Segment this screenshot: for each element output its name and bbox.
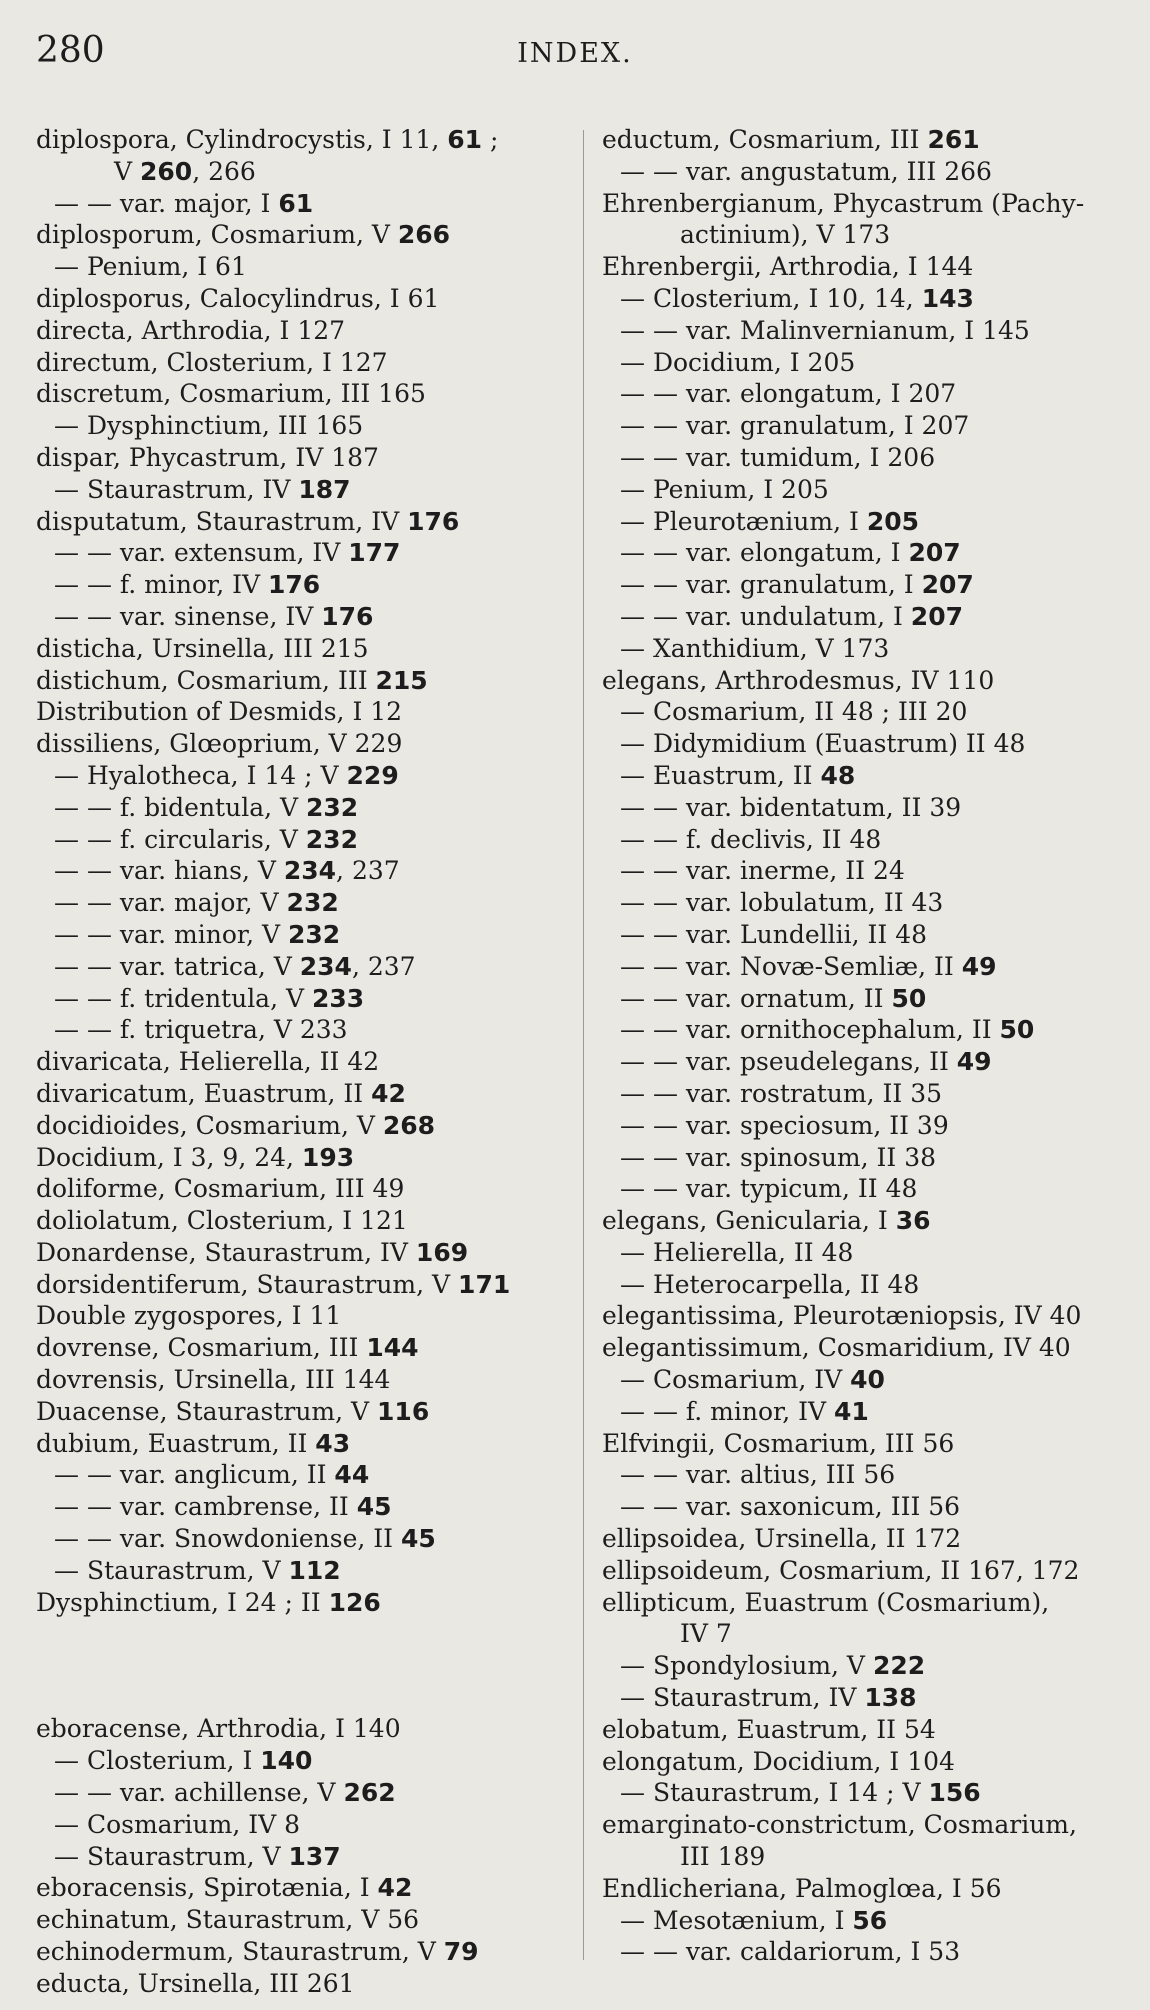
page-number: 280: [36, 30, 105, 71]
index-entry: — — var. Malinvernianum, I 145: [620, 315, 1030, 345]
bold-page-ref: 36: [895, 1206, 931, 1236]
index-entry: — — f. tridentula, V 233: [54, 983, 365, 1013]
index-entry: — Helierella, II 48: [620, 1237, 854, 1267]
left-column: [36, 124, 576, 2000]
bold-page-ref: 266: [397, 220, 451, 250]
index-entry: diplosporum, Cosmarium, V 266: [36, 220, 451, 250]
index-entry: elegans, Genicularia, I 36: [602, 1206, 931, 1236]
section-gap: [36, 1618, 576, 1713]
index-entry: V 260, 266: [114, 156, 256, 186]
index-entry: Docidium, I 3, 9, 24, 193: [36, 1142, 355, 1172]
index-entry: — — var. anglicum, II 44: [54, 1460, 370, 1490]
index-entry: elegans, Arthrodesmus, IV 110: [602, 665, 995, 695]
index-entry: — Pleurotænium, I 205: [620, 506, 920, 536]
index-entry: emarginato-constrictum, Cosmarium,: [602, 1810, 1077, 1840]
index-entry: — — var. speciosum, II 39: [620, 1110, 949, 1140]
bold-page-ref: 171: [458, 1269, 511, 1299]
index-entry: ellipsoideum, Cosmarium, II 167, 172: [602, 1555, 1080, 1585]
index-entry: Elfvingii, Cosmarium, III 56: [602, 1428, 955, 1458]
index-entry: elobatum, Euastrum, II 54: [602, 1714, 936, 1744]
bold-page-ref: 261: [927, 125, 980, 154]
bold-page-ref: 156: [928, 1778, 981, 1808]
index-entry: dovrensis, Ursinella, III 144: [36, 1365, 391, 1395]
bold-page-ref: 232: [287, 919, 341, 949]
index-entry: — — var. extensum, IV 177: [54, 538, 401, 568]
index-entry: docidioides, Cosmarium, V 268: [36, 1110, 436, 1140]
index-entry: — — var. undulatum, I 207: [620, 601, 963, 631]
index-entry: — Docidium, I 205: [620, 347, 856, 377]
index-entry: actinium), V 173: [680, 220, 891, 250]
index-entry: — Cosmarium, IV 40: [620, 1365, 885, 1395]
bold-page-ref: 44: [334, 1460, 370, 1490]
index-entry: — Hyalotheca, I 14 ; V 229: [54, 760, 399, 790]
index-entry: — Staurastrum, I 14 ; V 156: [620, 1778, 981, 1808]
index-entry: — Staurastrum, V 137: [54, 1841, 341, 1871]
index-entry: — Cosmarium, II 48 ; III 20: [620, 697, 968, 727]
bold-page-ref: 49: [956, 1047, 992, 1077]
index-entry: divaricata, Helierella, II 42: [36, 1047, 380, 1077]
index-entry: — — f. bidentula, V 232: [54, 792, 359, 822]
index-entry: — — var. hians, V 234, 237: [54, 856, 400, 886]
index-entry: — — var. typicum, II 48: [620, 1174, 918, 1204]
index-entry: — — var. ornatum, II 50: [620, 983, 927, 1013]
index-entry: — Closterium, I 140: [54, 1746, 313, 1776]
index-entry: elongatum, Docidium, I 104: [602, 1746, 955, 1776]
bold-page-ref: 43: [315, 1428, 351, 1458]
index-entry: — — var. cambrense, II 45: [54, 1492, 392, 1522]
index-entry: Endlicheriana, Palmoglœa, I 56: [602, 1873, 1002, 1903]
index-entry: — Heterocarpella, II 48: [620, 1269, 920, 1299]
index-entry: disticha, Ursinella, III 215: [36, 633, 369, 663]
index-entry: — Penium, I 205: [620, 474, 829, 504]
bold-page-ref: 207: [921, 570, 974, 600]
index-entry: directum, Closterium, I 127: [36, 347, 388, 377]
index-entry: dubium, Euastrum, II 43: [36, 1428, 351, 1458]
bold-page-ref: 215: [375, 665, 428, 695]
index-entry: eboracensis, Spirotænia, I 42: [36, 1873, 413, 1903]
index-entry: — Dysphinctium, III 165: [54, 411, 364, 441]
index-entry: — — f. triquetra, V 233: [54, 1015, 348, 1045]
bold-page-ref: 176: [407, 506, 460, 536]
bold-page-ref: 45: [356, 1492, 392, 1522]
index-entry: — Cosmarium, IV 8: [54, 1809, 300, 1839]
index-entry: diplospora, Cylindrocystis, I 11, 61 ;: [36, 125, 499, 154]
index-entry: diplosporus, Calocylindrus, I 61: [36, 283, 440, 313]
index-entry: ellipticum, Euastrum (Cosmarium),: [602, 1587, 1050, 1617]
index-entry: eboracense, Arthrodia, I 140: [36, 1714, 401, 1744]
bold-page-ref: 126: [328, 1587, 381, 1617]
index-entry: — — var. Lundellii, II 48: [620, 919, 928, 949]
bold-page-ref: 169: [415, 1237, 469, 1267]
index-entry: III 189: [680, 1842, 766, 1872]
index-entry: — — var. lobulatum, II 43: [620, 888, 944, 918]
index-entry: — Penium, I 61: [54, 252, 247, 282]
bold-page-ref: 41: [833, 1396, 869, 1426]
bold-page-ref: 143: [921, 283, 974, 313]
bold-page-ref: 140: [260, 1746, 313, 1776]
bold-page-ref: 187: [298, 474, 351, 504]
index-entry: echinatum, Staurastrum, V 56: [36, 1905, 420, 1935]
bold-page-ref: 176: [321, 601, 374, 631]
bold-page-ref: 45: [400, 1524, 436, 1554]
page-heading: INDEX.: [517, 38, 633, 69]
index-entry: — — var. inerme, II 24: [620, 856, 905, 886]
index-entry: — Didymidium (Euastrum) II 48: [620, 729, 1026, 759]
column-divider: [583, 130, 584, 1960]
index-entry: Distribution of Desmids, I 12: [36, 697, 403, 727]
index-entry: — — var. sinense, IV 176: [54, 601, 374, 631]
index-entry: discretum, Cosmarium, III 165: [36, 379, 426, 409]
index-entry: — — var. rostratum, II 35: [620, 1078, 943, 1108]
index-entry: disputatum, Staurastrum, IV 176: [36, 506, 460, 536]
bold-page-ref: 232: [286, 888, 339, 918]
bold-page-ref: 229: [346, 760, 399, 790]
index-entry: distichum, Cosmarium, III 215: [36, 665, 428, 695]
index-entry: echinodermum, Staurastrum, V 79: [36, 1937, 479, 1967]
index-entry: — Staurastrum, V 112: [54, 1555, 341, 1585]
index-entry: elegantissimum, Cosmaridium, IV 40: [602, 1333, 1071, 1363]
bold-page-ref: 234: [283, 856, 337, 886]
index-entry: IV 7: [680, 1619, 732, 1649]
bold-page-ref: 176: [267, 570, 321, 600]
index-entry: — — var. major, I 61: [54, 188, 314, 218]
index-entry: — — f. declivis, II 48: [620, 824, 882, 854]
bold-page-ref: 116: [377, 1396, 430, 1426]
index-entry: Double zygospores, I 11: [36, 1301, 342, 1331]
index-entry: — — var. elongatum, I 207: [620, 379, 957, 409]
index-entry: — — var. caldariorum, I 53: [620, 1937, 961, 1967]
bold-page-ref: 193: [301, 1142, 355, 1172]
index-entry: — Xanthidium, V 173: [620, 633, 890, 663]
bold-page-ref: 262: [343, 1778, 396, 1808]
index-entry: — — var. granulatum, I 207: [620, 570, 974, 600]
bold-page-ref: 144: [366, 1333, 419, 1363]
index-entry: — — var. minor, V 232: [54, 919, 341, 949]
bold-page-ref: 177: [348, 538, 401, 568]
index-entry: — — var. granulatum, I 207: [620, 411, 970, 441]
index-entry: — — f. minor, IV 176: [54, 570, 321, 600]
index-entry: — — var. altius, III 56: [620, 1460, 896, 1490]
bold-page-ref: 42: [377, 1873, 413, 1903]
bold-page-ref: 232: [305, 824, 358, 854]
bold-page-ref: 207: [910, 601, 963, 631]
index-entry: — — var. saxonicum, III 56: [620, 1492, 961, 1522]
index-entry: — — var. tumidum, I 206: [620, 442, 936, 472]
index-entry: Ehrenbergii, Arthrodia, I 144: [602, 252, 974, 282]
index-entry: educta, Ursinella, III 261: [36, 1968, 355, 1998]
bold-page-ref: 234: [299, 951, 352, 981]
index-entry: — — f. minor, IV 41: [620, 1396, 869, 1426]
bold-page-ref: 42: [371, 1078, 406, 1108]
bold-page-ref: 79: [443, 1937, 479, 1967]
index-entry: — — var. spinosum, II 38: [620, 1142, 937, 1172]
index-entry: Ehrenbergianum, Phycastrum (Pachy-: [602, 188, 1085, 218]
index-entry: — — var. achillense, V 262: [54, 1778, 396, 1808]
index-entry: ellipsoidea, Ursinella, II 172: [602, 1524, 962, 1554]
index-entry: elegantissima, Pleurotæniopsis, IV 40: [602, 1301, 1082, 1331]
bold-page-ref: 50: [999, 1015, 1035, 1045]
bold-page-ref: 207: [908, 538, 961, 568]
index-entry: directa, Arthrodia, I 127: [36, 315, 346, 345]
bold-page-ref: 232: [306, 792, 359, 822]
bold-page-ref: 138: [864, 1683, 917, 1713]
index-entry: — — var. elongatum, I 207: [620, 538, 961, 568]
index-entry: eductum, Cosmarium, III 261: [602, 125, 980, 154]
index-entry: dispar, Phycastrum, IV 187: [36, 442, 379, 472]
bold-page-ref: 260: [140, 156, 193, 186]
index-entry: doliforme, Cosmarium, III 49: [36, 1174, 405, 1204]
bold-page-ref: 137: [288, 1841, 341, 1871]
bold-page-ref: 56: [852, 1905, 888, 1935]
index-entry: — — var. angustatum, III 266: [620, 156, 992, 186]
index-entry: — — var. Novæ-Semliæ, II 49: [620, 951, 997, 981]
bold-page-ref: 50: [891, 983, 927, 1013]
index-entry: divaricatum, Euastrum, II 42: [36, 1078, 406, 1108]
bold-page-ref: 61: [447, 125, 483, 154]
index-entry: — — var. ornithocephalum, II 50: [620, 1015, 1035, 1045]
index-entry: doliolatum, Closterium, I 121: [36, 1206, 408, 1236]
index-entry: — Mesotænium, I 56: [620, 1905, 888, 1935]
index-entry: — Staurastrum, IV 138: [620, 1683, 917, 1713]
index-entry: — Euastrum, II 48: [620, 760, 856, 790]
index-entry: Dysphinctium, I 24 ; II 126: [36, 1587, 381, 1617]
index-entry: dovrense, Cosmarium, III 144: [36, 1333, 419, 1363]
index-entry: — Spondylosium, V 222: [620, 1651, 926, 1681]
bold-page-ref: 48: [820, 760, 856, 790]
bold-page-ref: 61: [278, 188, 314, 218]
bold-page-ref: 49: [961, 951, 997, 981]
index-entry: Duacense, Staurastrum, V 116: [36, 1396, 430, 1426]
index-entry: — — var. bidentatum, II 39: [620, 792, 962, 822]
bold-page-ref: 268: [382, 1110, 436, 1140]
bold-page-ref: 205: [866, 506, 920, 536]
index-entry: — — var. pseudelegans, II 49: [620, 1047, 992, 1077]
bold-page-ref: 233: [311, 983, 365, 1013]
index-entry: — Staurastrum, IV 187: [54, 474, 351, 504]
index-entry: dorsidentiferum, Staurastrum, V 171: [36, 1269, 511, 1299]
index-entry: — — var. tatrica, V 234, 237: [54, 951, 416, 981]
index-entry: — — var. major, V 232: [54, 888, 339, 918]
index-entry: — Closterium, I 10, 14, 143: [620, 283, 974, 313]
index-entry: — — var. Snowdoniense, II 45: [54, 1524, 436, 1554]
bold-page-ref: 222: [872, 1651, 926, 1681]
bold-page-ref: 112: [288, 1555, 341, 1585]
right-column: [602, 124, 1142, 1968]
index-entry: — — f. circularis, V 232: [54, 824, 358, 854]
index-entry: Donardense, Staurastrum, IV 169: [36, 1237, 469, 1267]
bold-page-ref: 40: [850, 1365, 885, 1395]
index-entry: dissiliens, Glœoprium, V 229: [36, 729, 403, 759]
